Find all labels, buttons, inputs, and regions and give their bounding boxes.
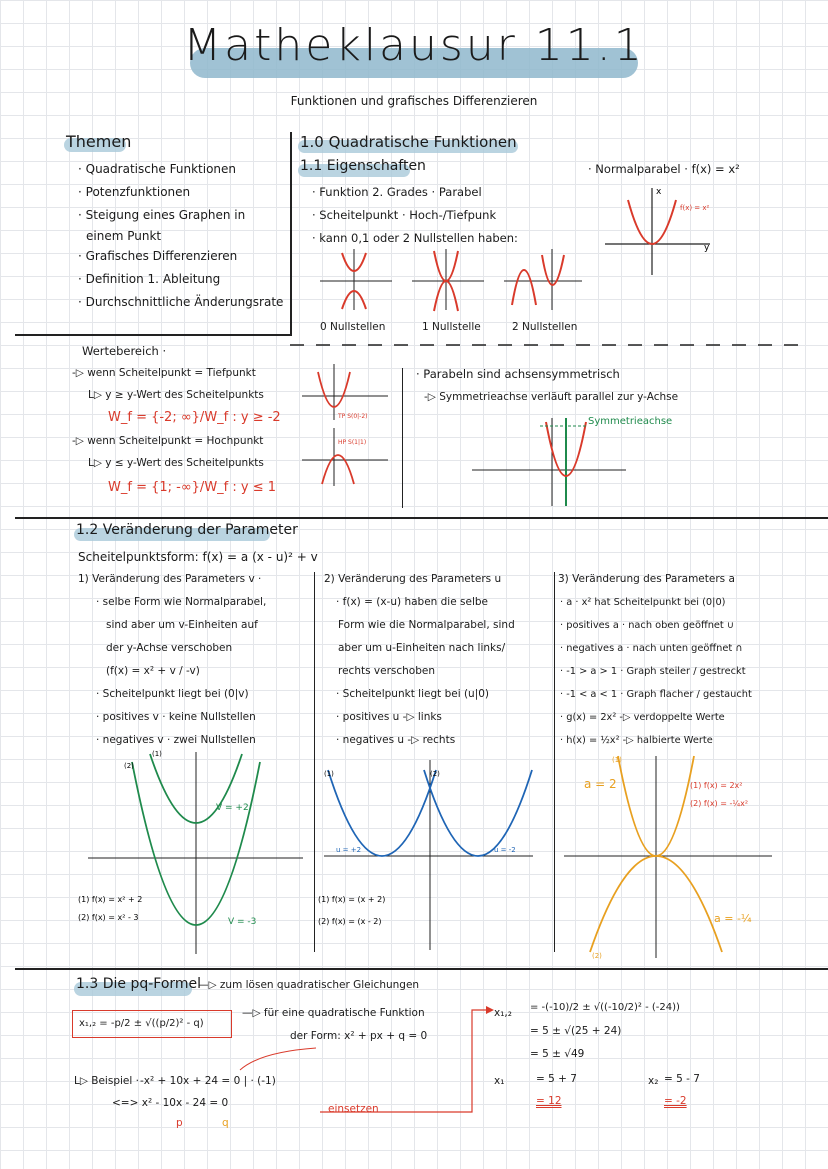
col2-line: · negatives u -▷ rechts — [336, 734, 456, 746]
col3-line: · -1 > a > 1 · Graph steiler / gestreckt — [560, 666, 746, 677]
col3-line: · -1 < a < 1 · Graph flacher / gestaucht — [560, 689, 752, 700]
col2-uplus: u = +2 — [336, 846, 362, 854]
tp-label: TP S(0|-2) — [338, 413, 368, 420]
graph-1-nullstelle — [412, 249, 484, 311]
x2-label: x₂ — [648, 1075, 659, 1087]
pq-formula-box — [72, 1010, 232, 1038]
col2-line: · f(x) = (x-u) haben die selbe — [336, 596, 488, 608]
beispiel-label: L▷ Beispiel · — [74, 1075, 139, 1087]
col2-f1: (1) f(x) = (x + 2) — [318, 895, 386, 904]
x12-label: x₁,₂ — [494, 1007, 512, 1019]
col3-graph — [560, 752, 775, 962]
q-label: q — [222, 1117, 229, 1129]
themen-item: · Potenzfunktionen — [78, 185, 191, 199]
wb-line: -▷ wenn Scheitelpunkt = Tiefpunkt — [72, 367, 256, 379]
themen-bottom-line — [15, 334, 291, 336]
col3-a2: a = 2 — [584, 777, 617, 791]
calc-line: = 5 ± √(25 + 24) — [530, 1025, 622, 1037]
nullstellen-label-1: 1 Nullstelle — [422, 321, 481, 333]
np-label: f(x) = x² — [680, 204, 710, 212]
beispiel-eq: -x² + 10x + 24 = 0 | · (-1) — [140, 1075, 276, 1087]
p-label: p — [176, 1117, 183, 1129]
themen-list — [78, 158, 283, 314]
x1-calc: = 5 + 7 — [536, 1073, 577, 1085]
pq-intro: —▷ zum lösen quadratischer Gleichungen — [198, 979, 420, 991]
nullstellen-label-0: 0 Nullstellen — [320, 321, 386, 333]
tp-graph — [302, 364, 388, 420]
col3-f2: (2) f(x) = -¼x² — [690, 799, 749, 808]
sym-label: Symmetrieachse — [588, 416, 673, 427]
col2-line: Form wie die Normalparabel, sind — [338, 619, 515, 631]
hp-graph — [302, 428, 388, 486]
col1-vplus: V = +2 — [216, 803, 249, 813]
x2-calc: = 5 - 7 — [664, 1073, 700, 1085]
col3-line: · positives a · nach oben geöffnet ∪ — [560, 620, 735, 631]
normalparabel-label: · Normalparabel · f(x) = x² — [588, 162, 740, 176]
col3-line: · negatives a · nach unten geöffnet ∩ — [560, 643, 743, 654]
themen-item: · Grafisches Differenzieren — [78, 249, 238, 263]
col1-line: · negatives v · zwei Nullstellen — [96, 734, 256, 746]
col3-l1: (1) — [612, 756, 622, 764]
col2-uminus: u = -2 — [494, 846, 516, 854]
col1-vminus: V = -3 — [228, 917, 257, 927]
normalparabel-graph — [600, 180, 720, 280]
axis-label-y: y — [704, 243, 710, 253]
hp-label: HP S(1|1) — [338, 439, 367, 446]
wb-formula-hp: W_f = {1; -∞}/W_f : y ≤ 1 — [108, 480, 277, 495]
col1-line: (f(x) = x² + v / -v) — [106, 665, 200, 677]
wertebereich-heading: Wertebereich · — [82, 344, 167, 358]
axis-label-x: x — [656, 187, 662, 197]
x1-result: = 12 — [536, 1095, 562, 1107]
col1-line: · positives v · keine Nullstellen — [96, 711, 256, 723]
col1-line: der y-Achse verschoben — [106, 642, 233, 654]
themen-item: · Steigung eines Graphen in — [78, 208, 246, 222]
einsetzen-arrow — [220, 1000, 510, 1120]
col2-title: 2) Veränderung des Parameters u — [324, 573, 502, 585]
page-subtitle: Funktionen und grafisches Differenzieren — [290, 94, 538, 108]
x2-result: = -2 — [664, 1095, 687, 1107]
col2-line: aber um u-Einheiten nach links/ — [338, 642, 506, 654]
col-divider-1 — [314, 572, 315, 952]
sym-line1: · Parabeln sind achsensymmetrisch — [416, 367, 620, 381]
wb-line: L▷ y ≥ y-Wert des Scheitelpunkts — [88, 389, 264, 401]
section13-heading: 1.3 Die pq-Formel — [76, 976, 202, 992]
pq-note2: der Form: x² + px + q = 0 — [290, 1030, 428, 1042]
einsetzen-label: einsetzen — [328, 1103, 379, 1115]
nullstellen-label-2: 2 Nullstellen — [512, 321, 578, 333]
section12-heading: 1.2 Veränderung der Parameter — [76, 522, 298, 538]
col1-graph — [78, 748, 308, 958]
col2-line: · positives u -▷ links — [336, 711, 442, 723]
calc-line: = -(-10)/2 ± √((-10/2)² - (-24)) — [530, 1002, 680, 1013]
pq-formula: x₁,₂ = -p/2 ± √((p/2)² - q) — [79, 1018, 204, 1029]
wb-formula-tp: W_f = {-2; ∞}/W_f : y ≥ -2 — [108, 410, 281, 425]
section-divider-1 — [15, 517, 828, 519]
section-divider-2 — [15, 968, 828, 970]
eigenschaft-line: · Scheitelpunkt · Hoch-/Tiefpunk — [312, 208, 497, 222]
col3-l2: (2) — [592, 952, 602, 960]
dashed-separator — [290, 342, 810, 348]
section1-heading: 1.0 Quadratische Funktionen — [300, 133, 517, 151]
col3-line: · a · x² hat Scheitelpunkt bei (0|0) — [560, 597, 726, 608]
col3-title: 3) Veränderung des Parameters a — [558, 573, 735, 585]
col3-line: · h(x) = ½x² -▷ halbierte Werte — [560, 735, 713, 746]
symmetry-graph — [466, 410, 673, 510]
sym-line2: -▷ Symmetrieachse verläuft parallel zur y-Achse — [424, 391, 679, 403]
col2-f2: (2) f(x) = (x - 2) — [318, 917, 382, 926]
col1-l2: (2) — [124, 762, 134, 770]
col1-line: sind aber um v-Einheiten auf — [106, 619, 258, 631]
wb-divider — [402, 368, 403, 508]
col1-title: 1) Veränderung des Parameters v · — [78, 573, 262, 585]
x1-label: x₁ — [494, 1075, 505, 1087]
col2-l1: (1) — [324, 770, 334, 778]
wb-graphs — [298, 360, 394, 490]
themen-item: einem Punkt — [86, 229, 162, 243]
col1-f1: (1) f(x) = x² + 2 — [78, 895, 143, 904]
beispiel-eq2: <=> x² - 10x - 24 = 0 — [112, 1097, 229, 1109]
themen-heading: Themen — [66, 132, 132, 151]
col1-l1: (1) — [152, 750, 162, 758]
scheitelpunktsform: Scheitelpunktsform: f(x) = a (x - u)² + v — [78, 550, 318, 564]
graph-2-nullstellen — [504, 249, 582, 310]
eigenschaft-line: · Funktion 2. Grades · Parabel — [312, 185, 482, 199]
col-divider-2 — [554, 572, 555, 952]
page-title: Matheklausur 11.1 — [183, 20, 645, 71]
wb-line: -▷ wenn Scheitelpunkt = Hochpunkt — [72, 435, 264, 447]
col2-graph — [318, 756, 538, 956]
wb-line: L▷ y ≤ y-Wert des Scheitelpunkts — [88, 457, 264, 469]
pq-note1: —▷ für eine quadratische Funktion — [242, 1007, 425, 1019]
themen-item: · Quadratische Funktionen — [78, 162, 237, 176]
col1-line: · Scheitelpunkt liegt bei (0|v) — [96, 688, 249, 700]
col2-l2: (2) — [430, 770, 440, 778]
nullstellen-graphs — [312, 245, 602, 315]
col1-f2: (2) f(x) = x² - 3 — [78, 913, 139, 922]
col1-line: · selbe Form wie Normalparabel, — [96, 596, 267, 608]
calc-line: = 5 ± √49 — [530, 1048, 585, 1060]
section11-heading: 1.1 Eigenschaften — [300, 158, 426, 174]
col3-am: a = -¼ — [714, 912, 752, 925]
col2-line: rechts verschoben — [338, 665, 435, 677]
col2-line: · Scheitelpunkt liegt bei (u|0) — [336, 688, 490, 700]
themen-item: · Definition 1. Ableitung — [78, 272, 221, 286]
themen-item: · Durchschnittliche Änderungsrate — [78, 295, 284, 309]
eigenschaft-line: · kann 0,1 oder 2 Nullstellen haben: — [312, 231, 518, 245]
col3-f1: (1) f(x) = 2x² — [690, 781, 743, 790]
themen-divider — [290, 132, 292, 336]
graph-0-nullstellen — [320, 249, 392, 310]
col3-line: · g(x) = 2x² -▷ verdoppelte Werte — [560, 712, 725, 723]
